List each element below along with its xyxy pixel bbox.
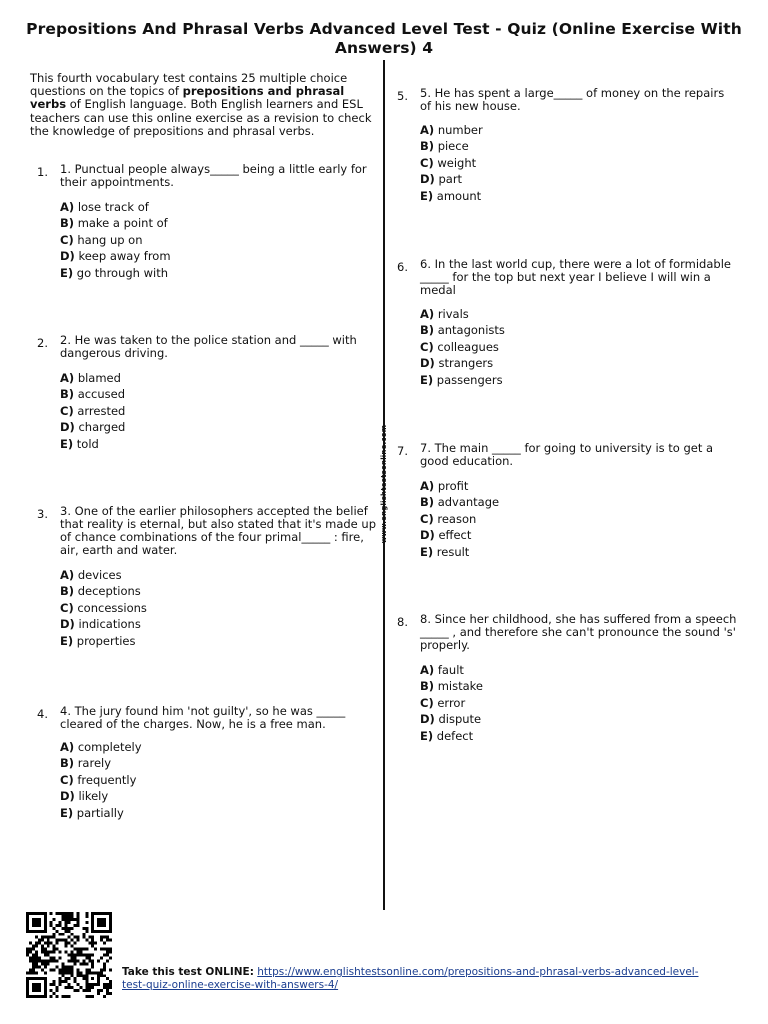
option-letter: B) xyxy=(420,495,435,510)
option-text: told xyxy=(76,436,99,451)
option-c[interactable] xyxy=(60,772,142,788)
option-d[interactable] xyxy=(420,711,483,727)
qr-code-icon[interactable] xyxy=(24,912,114,998)
intro-text-bold: prepositions and phrasal verbs xyxy=(30,84,345,112)
option-a[interactable] xyxy=(60,567,147,583)
question-number: 2. xyxy=(37,336,48,350)
option-c[interactable] xyxy=(60,232,171,248)
option-text: result xyxy=(436,544,470,559)
option-letter: A) xyxy=(420,123,435,137)
option-b[interactable] xyxy=(420,138,483,154)
option-letter: A) xyxy=(420,663,435,677)
option-text: rarely xyxy=(77,756,112,771)
option-letter: E) xyxy=(420,544,434,559)
option-a[interactable] xyxy=(60,199,171,215)
option-text: rivals xyxy=(437,307,469,321)
option-d[interactable] xyxy=(60,248,171,264)
option-a[interactable] xyxy=(420,478,499,494)
option-letter: A) xyxy=(60,371,75,385)
option-text: go through with xyxy=(76,265,169,280)
option-letter: D) xyxy=(420,356,435,371)
option-c[interactable] xyxy=(420,339,505,355)
option-text: effect xyxy=(438,528,472,543)
question-text: 2. He was taken to the police station and _____ with dangerous driving. xyxy=(60,333,357,360)
option-a[interactable] xyxy=(420,662,483,678)
intro-paragraph xyxy=(30,72,380,138)
option-text: defect xyxy=(436,728,474,743)
option-letter: B) xyxy=(420,323,435,338)
option-text: fault xyxy=(437,663,464,677)
option-letter: B) xyxy=(60,387,75,402)
option-text: strangers xyxy=(438,356,494,371)
option-letter: D) xyxy=(420,172,435,187)
option-letter: E) xyxy=(60,265,74,280)
option-letter: A) xyxy=(60,200,75,214)
options-list xyxy=(60,739,142,821)
question-text: 8. Since her childhood, she has suffered from a speech _____ , and therefore she can't pronounce the sound 's' properly. xyxy=(420,612,737,652)
question-number: 3. xyxy=(37,507,48,521)
question-number: 4. xyxy=(37,707,48,721)
option-text: advantage xyxy=(437,495,500,510)
option-e[interactable] xyxy=(420,372,505,388)
option-text: keep away from xyxy=(78,249,171,264)
option-c[interactable] xyxy=(60,403,125,419)
question-number: 6. xyxy=(397,260,408,274)
option-b[interactable] xyxy=(420,678,483,694)
option-text: blamed xyxy=(77,371,121,385)
option-b[interactable] xyxy=(60,386,125,402)
option-text: deceptions xyxy=(77,584,141,599)
options-list xyxy=(60,199,171,281)
options-list xyxy=(420,478,499,560)
question-text: 5. He has spent a large_____ of money on the repairs of his new house. xyxy=(420,86,725,113)
option-letter: C) xyxy=(60,600,74,615)
options-list xyxy=(60,567,147,649)
option-d[interactable] xyxy=(420,171,483,187)
option-text: passengers xyxy=(436,372,503,387)
option-text: mistake xyxy=(437,679,483,694)
option-letter: B) xyxy=(60,584,75,599)
option-b[interactable] xyxy=(60,583,147,599)
option-text: accused xyxy=(77,387,126,402)
option-a[interactable] xyxy=(420,306,505,322)
option-letter: A) xyxy=(420,479,435,493)
option-letter: E) xyxy=(60,633,74,648)
option-a[interactable] xyxy=(60,739,142,755)
option-c[interactable] xyxy=(60,600,147,616)
option-c[interactable] xyxy=(420,695,483,711)
option-text: concessions xyxy=(77,600,147,615)
option-text: antagonists xyxy=(437,323,505,338)
option-text: charged xyxy=(78,420,126,435)
option-b[interactable] xyxy=(60,215,171,231)
test-online-link[interactable]: https://www.englishtestsonline.com/prepositions-and-phrasal-verbs-advanced-level-test-quiz-online-exercise-with-answers-4/ xyxy=(122,966,699,991)
option-text: amount xyxy=(436,188,482,203)
question-text: 7. The main _____ for going to university is to get a good education. xyxy=(420,441,714,468)
footer xyxy=(24,912,754,1002)
option-d[interactable] xyxy=(60,419,125,435)
options-list xyxy=(420,306,505,388)
footer-text xyxy=(122,966,722,991)
option-letter: E) xyxy=(60,805,74,820)
option-letter: B) xyxy=(60,216,75,231)
footer-label: Take this test ONLINE: xyxy=(122,966,254,978)
option-b[interactable] xyxy=(60,755,142,771)
option-letter: E) xyxy=(420,728,434,743)
option-letter: C) xyxy=(420,339,434,354)
option-b[interactable] xyxy=(420,322,505,338)
option-e[interactable] xyxy=(60,436,125,452)
page-title: Prepositions And Phrasal Verbs Advanced Level Test - Quiz (Online Exercise With Answers) 4 xyxy=(26,20,742,57)
option-c[interactable] xyxy=(420,155,483,171)
option-text: colleagues xyxy=(437,339,499,354)
option-letter: E) xyxy=(420,188,434,203)
option-text: indications xyxy=(78,617,141,632)
option-letter: D) xyxy=(60,420,75,435)
option-text: profit xyxy=(437,479,469,493)
option-text: likely xyxy=(78,789,109,804)
option-text: frequently xyxy=(77,772,137,787)
option-letter: C) xyxy=(60,772,74,787)
options-list xyxy=(420,662,483,744)
option-letter: D) xyxy=(420,528,435,543)
intro-text-before: This fourth vocabulary test contains 25 multiple choice questions on the topics of xyxy=(30,71,348,99)
option-e[interactable] xyxy=(60,633,147,649)
option-letter: A) xyxy=(60,568,75,582)
option-letter: B) xyxy=(420,139,435,154)
option-e[interactable] xyxy=(420,728,483,744)
option-e[interactable] xyxy=(60,265,171,281)
option-text: lose track of xyxy=(77,200,149,214)
question-number: 7. xyxy=(397,444,408,458)
option-a[interactable] xyxy=(60,370,125,386)
option-letter: C) xyxy=(420,695,434,710)
option-letter: A) xyxy=(60,740,75,754)
question-number: 8. xyxy=(397,615,408,629)
option-text: number xyxy=(437,123,483,137)
option-text: dispute xyxy=(438,712,482,727)
options-list xyxy=(420,122,483,204)
option-text: arrested xyxy=(77,403,126,418)
option-letter: D) xyxy=(60,249,75,264)
option-letter: B) xyxy=(60,756,75,771)
question-number: 5. xyxy=(397,89,408,103)
option-letter: C) xyxy=(420,511,434,526)
option-letter: E) xyxy=(420,372,434,387)
option-letter: D) xyxy=(60,617,75,632)
question-number: 1. xyxy=(37,165,48,179)
intro-text-after: of English language. Both English learners and ESL teachers can use this online exercise as a revision to check the knowledge of prepositions and phrasal verbs. xyxy=(30,97,372,138)
option-e[interactable] xyxy=(420,544,499,560)
option-text: hang up on xyxy=(77,232,143,247)
option-text: completely xyxy=(77,740,142,754)
option-a[interactable] xyxy=(420,122,483,138)
option-letter: C) xyxy=(60,403,74,418)
option-text: piece xyxy=(437,139,469,154)
options-list xyxy=(60,370,125,452)
option-text: properties xyxy=(76,633,136,648)
option-text: part xyxy=(438,172,463,187)
option-c[interactable] xyxy=(420,511,499,527)
question-text: 6. In the last world cup, there were a lot of formidable _____ for the top but next year I believe I will win a medal xyxy=(420,257,731,297)
option-d[interactable] xyxy=(420,527,499,543)
option-d[interactable] xyxy=(60,616,147,632)
question-text: 3. One of the earlier philosophers accepted the belief that reality is eternal, but also stated that it's made up of chance combinations of the four primal_____ : fire, air, earth and water. xyxy=(60,504,376,557)
option-text: partially xyxy=(76,805,124,820)
option-letter: D) xyxy=(420,712,435,727)
option-letter: E) xyxy=(60,436,74,451)
option-text: weight xyxy=(437,155,477,170)
option-d[interactable] xyxy=(60,788,142,804)
option-e[interactable] xyxy=(420,188,483,204)
option-letter: C) xyxy=(420,155,434,170)
question-text: 4. The jury found him 'not guilty', so he was _____ cleared of the charges. Now, he is a free man. xyxy=(60,704,346,731)
option-text: devices xyxy=(77,568,122,582)
option-e[interactable] xyxy=(60,805,142,821)
option-text: error xyxy=(437,695,466,710)
question-text: 1. Punctual people always_____ being a little early for their appointments. xyxy=(60,162,367,189)
option-letter: D) xyxy=(60,789,75,804)
side-watermark-url: www.englishtestsonline.com xyxy=(380,424,388,544)
option-letter: C) xyxy=(60,232,74,247)
option-b[interactable] xyxy=(420,494,499,510)
option-text: make a point of xyxy=(77,216,168,231)
option-letter: A) xyxy=(420,307,435,321)
option-d[interactable] xyxy=(420,355,505,371)
option-text: reason xyxy=(437,511,477,526)
option-letter: B) xyxy=(420,679,435,694)
